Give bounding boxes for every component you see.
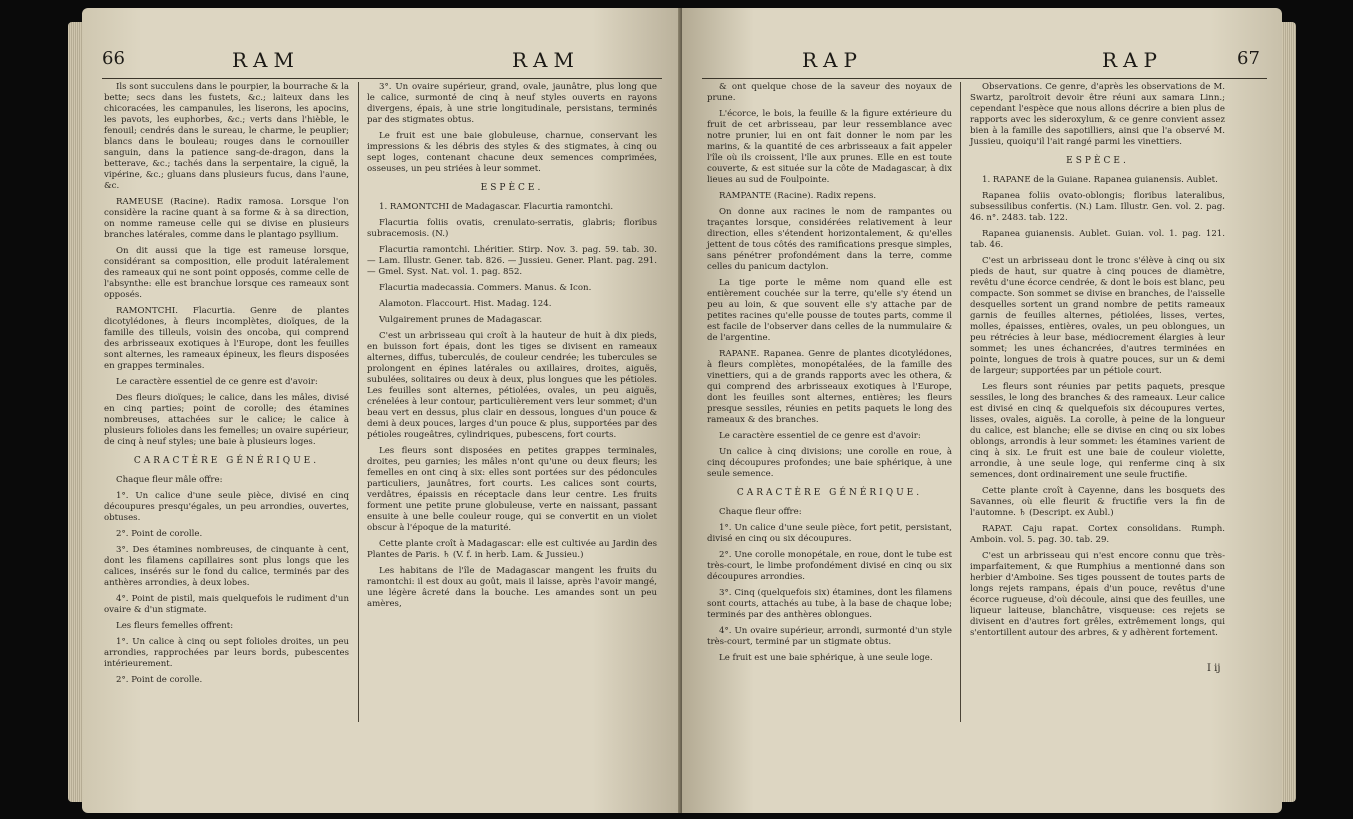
paragraph: RAMPANTE (Racine). Radix repens. bbox=[719, 191, 877, 201]
paragraph: Alamoton. Flaccourt. Hist. Madag. 124. bbox=[379, 299, 552, 309]
paragraph: CARACTÈRE GÉNÉRIQUE. bbox=[736, 488, 923, 498]
paragraph: RAMONTCHI. Flacurtia. Genre de plantes dicotylédones, à fleurs incomplètes, dioïques, de la famille des tilleuls, voisin des oncoba, qui comprend des arbrisseaux exotiques à l'Europe, dont les feuilles sont alternes, les rameaux épineux, les fleurs disposées en grappes terminales. bbox=[104, 306, 349, 371]
paragraph: 2°. Point de corolle. bbox=[116, 675, 203, 685]
paragraph: Chaque fleur offre: bbox=[719, 507, 802, 517]
paragraph: 3°. Des étamines nombreuses, de cinquante à cent, dont les filamens capillaires sont plus longs que les calices, insérés sur le fond du calice, terminés par des anthères arrondies, à deux lobes. bbox=[104, 545, 349, 588]
header-rule bbox=[102, 78, 662, 79]
running-header: RAP bbox=[802, 48, 863, 72]
paragraph: Les habitans de l'île de Madagascar mangent les fruits du ramontchi: il est doux au goût, mais il laisse, après l'avoir mangé, une légère âcreté dans la bouche. Les amandes sont un peu amères, bbox=[367, 566, 657, 609]
paragraph: Vulgairement prunes de Madagascar. bbox=[379, 315, 543, 325]
column-rule bbox=[358, 82, 359, 722]
column-rule bbox=[960, 82, 961, 722]
page-number: 66 bbox=[102, 48, 125, 69]
open-book bbox=[82, 8, 1282, 813]
text-column bbox=[970, 82, 1225, 644]
paragraph: CARACTÈRE GÉNÉRIQUE. bbox=[133, 456, 320, 466]
paragraph: On dit aussi que la tige est rameuse lorsque, considérant sa composition, elle produit latéralement des rameaux qui ne sont point opposés, comme celle de l'absynthe: elle est branchue lorsque ces rameaux sont opposés. bbox=[104, 246, 349, 300]
paragraph: Rapanea guianensis. Aublet. Guian. vol. 1. pag. 121. tab. 46. bbox=[970, 229, 1225, 250]
paragraph: C'est un arbrisseau qui n'est encore connu que très-imparfaitement, & que Rumphius a mentionné dans son herbier d'Amboine. Ses tiges poussent de toutes parts de longs rejets rampans, épais d'un pouce, revêtus d'une écorce rugueuse, d'où découle, ainsi que des feuilles, une liqueur laiteuse, blanchâtre, visqueuse: ces rejets se divisent en d'autres fort grêles, extrêmement longs, qui s'entortillent autour des arbres, & y adhèrent fortement. bbox=[970, 551, 1225, 638]
paragraph: Flacurtia ramontchi. Lhéritier. Stirp. Nov. 3. pag. 59. tab. 30. — Lam. Illustr. Gener. tab. 826. — Jussieu. Gener. Plant. pag. 291. — Gmel. Syst. Nat. vol. 1. pag. 852. bbox=[367, 245, 657, 277]
paragraph: 3°. Cinq (quelquefois six) étamines, dont les filamens sont courts, attachés au tube, à la base de chaque lobe; terminés par des anthères oblongues. bbox=[707, 588, 952, 620]
paragraph: On donne aux racines le nom de rampantes ou traçantes lorsque, considérées relativement à leur direction, elles s'étendent horizontalement, & qu'elles jettent de tous côtés des ramifications presque simples, sans pénétrer profondément dans la terre, comme celles du panicum dactylon. bbox=[707, 207, 952, 272]
paragraph: Les fleurs sont réunies par petits paquets, presque sessiles, le long des branches & des rameaux. Leur calice est divisé en cinq & quelquefois six découpures vertes, lisses, ovales, aiguës. La corolle, à peine de la longueur du calice, est blanche; elle se divise en cinq ou six lobes oblongs, arrondis à leur sommet: les étamines varient de cinq à six. Le fruit est une baie de couleur violette, arrondie, à une seule loge, qui renferme cinq à six semences, dont ordinairement une seule fructifie. bbox=[970, 382, 1225, 480]
paragraph: La tige porte le même nom quand elle est entièrement couchée sur la terre, qu'elle s'y étend un peu au loin, & que souvent elle s'y attache par de petites racines qu'elle pousse de toutes parts, comme il est facile de l'observer dans celles de la nummulaire & de l'argentine. bbox=[707, 278, 952, 343]
left-page bbox=[82, 8, 682, 813]
paragraph: 1°. Un calice d'une seule pièce, divisé en cinq découpures presqu'égales, un peu arrondies, ouvertes, obtuses. bbox=[104, 491, 349, 523]
paragraph: 1°. Un calice d'une seule pièce, fort petit, persistant, divisé en cinq ou six découpures. bbox=[707, 523, 952, 544]
paragraph: Chaque fleur mâle offre: bbox=[116, 475, 223, 485]
running-header: RAM bbox=[232, 48, 300, 72]
right-page-edges bbox=[1282, 22, 1296, 802]
paragraph: ESPÈCE. bbox=[1066, 156, 1129, 166]
paragraph: L'écorce, le bois, la feuille & la figure extérieure du fruit de cet arbrisseau, par leur ressemblance avec notre prunier, lui en ont fait donner le nom par les marins, & la quantité de ces arbrisseaux a fait appeler l'île où ils croissent, l'île aux prunes. Elle en est toute couverte, & est située sur la côte de Madagascar, à dix lieues au sud de Foulpointe. bbox=[707, 109, 952, 185]
paragraph: ESPÈCE. bbox=[480, 183, 544, 193]
paragraph: Les fleurs sont disposées en petites grappes terminales, droites, peu garnies; les mâles n'ont qu'une ou deux fleurs; les femelles en ont cinq à six: elles sont portées sur des pédoncules particuliers, jaunâtres, fort courts. Les calices sont courts, verdâtres, épaissis en réceptacle dans leur centre. Les fruits forment une petite prune globuleuse, verte en naissant, passant ensuite à une belle couleur rouge, qui se convertit en un violet obscur à l'époque de la maturité. bbox=[367, 446, 657, 533]
text-column bbox=[707, 82, 952, 669]
paragraph: Un calice à cinq divisions; une corolle en roue, à cinq découpures profondes; une baie sphérique, à une seule semence. bbox=[707, 447, 952, 479]
paragraph: 3°. Un ovaire supérieur, grand, ovale, jaunâtre, plus long que le calice, surmonté de cinq à neuf styles ouverts en rayons divergens, épais, à une strie longitudinale, persistans, terminés par des stigmates obtus. bbox=[367, 82, 657, 125]
paragraph: C'est un arbrisseau qui croît à la hauteur de huit à dix pieds, en buisson fort épais, dont les tiges se divisent en rameaux alternes, diffus, tuberculés, de couleur cendrée; les tubercules se prolongent en épines latérales ou axillaires, droites, aiguës, subulées, solitaires ou deux à deux, plus longues que les pétioles. Les feuilles sont alternes, pétiolées, ovales, un peu aiguës, crénelées à leur contour, particulièrement vers leur sommet; d'un beau vert en dessus, plus clair en dessous, longues d'un pouce & demi à deux pouces, larges d'un pouce & plus, supportées par des pétioles rougeâtres, cylindriques, pubescens, fort courts. bbox=[367, 331, 657, 440]
paragraph: 2°. Point de corolle. bbox=[116, 529, 203, 539]
text-column bbox=[104, 82, 349, 691]
paragraph: 1. RAPANE de la Guiane. Rapanea guianensis. Aublet. bbox=[982, 175, 1218, 185]
right-page bbox=[682, 8, 1282, 813]
paragraph: Rapanea foliis ovato-oblongis; floribus lateralibus, subsessilibus confertis. (N.) Lam. Illustr. Gen. vol. 2. pag. 46. n°. 2483. tab. 122. bbox=[970, 191, 1225, 223]
paragraph: Le caractère essentiel de ce genre est d'avoir: bbox=[116, 377, 318, 387]
left-page-edges bbox=[68, 22, 82, 802]
paragraph: Les fleurs femelles offrent: bbox=[116, 621, 234, 631]
running-header: RAP bbox=[1102, 48, 1163, 72]
paragraph: 2°. Une corolle monopétale, en roue, dont le tube est très-court, le limbe profondément divisé en cinq ou six découpures arrondies. bbox=[707, 550, 952, 582]
signature-mark: I ij bbox=[1207, 663, 1221, 674]
paragraph: Le fruit est une baie sphérique, à une seule loge. bbox=[719, 653, 933, 663]
paragraph: 4°. Point de pistil, mais quelquefois le rudiment d'un ovaire & d'un stigmate. bbox=[104, 594, 349, 615]
header-rule bbox=[702, 78, 1267, 79]
paragraph: Ils sont succulens dans le pourpier, la bourrache & la bette; secs dans les fustets, &c.; laiteux dans les chicoracées, les campanules, les liserons, les apocins, les pavots, les euphorbes, &c.; verts dans l'hièble, le fenouil; cendrés dans le sureau, le charme, le peuplier; blancs dans le bouleau; rouges dans le cornouiller sanguin, dans la patience sang-de-dragon, dans la betterave, &c.; tachés dans la serpentaire, la ciguë, la vipérine, &c.; gluans dans plusieurs fucus, dans l'aune, &c. bbox=[104, 82, 349, 191]
paragraph: Le caractère essentiel de ce genre est d'avoir: bbox=[719, 431, 921, 441]
paragraph: Cette plante croît à Cayenne, dans les bosquets des Savannes, où elle fleurit & fructifie vers la fin de l'automne. ♄ (Descript. ex Aubl.) bbox=[970, 486, 1225, 518]
paragraph: RAMEUSE (Racine). Radix ramosa. Lorsque l'on considère la racine quant à sa forme & à sa direction, on nomme rameuse celle qui se divise en plusieurs branches latérales, comme dans le plantago psyllium. bbox=[104, 197, 349, 240]
text-column bbox=[367, 82, 657, 615]
paragraph: Des fleurs dioïques; le calice, dans les mâles, divisé en cinq parties; point de corolle; des étamines nombreuses, attachées sur le calice; le calice à plusieurs folioles dans les femelles; un ovaire supérieur, de cinq à neuf styles; une baie à plusieurs loges. bbox=[104, 393, 349, 447]
paragraph: Flacurtia madecassia. Commers. Manus. & Icon. bbox=[379, 283, 592, 293]
paragraph: 1. RAMONTCHI de Madagascar. Flacurtia ramontchi. bbox=[379, 202, 614, 212]
paragraph: Cette plante croît à Madagascar: elle est cultivée au Jardin des Plantes de Paris. ♄ (V. f. in herb. Lam. & Jussieu.) bbox=[367, 539, 657, 560]
paragraph: 4°. Un ovaire supérieur, arrondi, surmonté d'un style très-court, terminé par un stigmate obtus. bbox=[707, 626, 952, 647]
paragraph: Le fruit est une baie globuleuse, charnue, conservant les impressions & les débris des styles & des stigmates, à cinq ou sept loges, contenant chacune deux semences comprimées, osseuses, un peu striées à leur sommet. bbox=[367, 131, 657, 174]
paragraph: C'est un arbrisseau dont le tronc s'élève à cinq ou six pieds de haut, sur quatre à cinq pouces de diamètre, revêtu d'une écorce cendrée, & dont le bois est blanc, peu compacte. Son sommet se divise en branches, de l'aisselle desquelles sortent un grand nombre de petits rameaux garnis de feuilles alternes, pétiolées, lisses, vertes, molles, épaisses, entières, ovales, un peu oblongues, un peu rétrécies à leur base, médiocrement élargies à leur sommet; les unes échancrées, d'autres terminées en pointe, longues de trois à quatre pouces, sur un & demi de largeur; supportées par un pétiole court. bbox=[970, 256, 1225, 376]
running-header: RAM bbox=[512, 48, 580, 72]
paragraph: & ont quelque chose de la saveur des noyaux de prune. bbox=[707, 82, 952, 103]
page-number: 67 bbox=[1237, 48, 1260, 69]
paragraph: Flacurtia foliis ovatis, crenulato-serratis, glabris; floribus subracemosis. (N.) bbox=[367, 218, 657, 239]
paragraph: 1°. Un calice à cinq ou sept folioles droites, un peu arrondies, rapprochées par leurs bords, pubescentes intérieurement. bbox=[104, 637, 349, 669]
paragraph: RAPANE. Rapanea. Genre de plantes dicotylédones, à fleurs complètes, monopétalées, de la famille des vinettiers, qui a de grands rapports avec les othera, & qui comprend des arbrisseaux exotiques à l'Europe, dont les feuilles sont alternes, entières; les fleurs presque sessiles, réunies en petits paquets le long des rameaux & des branches. bbox=[707, 349, 952, 425]
paragraph: RAPAT. Caju rapat. Cortex consolidans. Rumph. Amboin. vol. 5. pag. 30. tab. 29. bbox=[970, 524, 1225, 545]
paragraph: Observations. Ce genre, d'après les observations de M. Swartz, paroîtroit devoir être réuni aux samara Linn.; cependant l'espèce que nous allons décrire a bien plus de rapports avec les sideroxylum, & ce genre convient assez bien à la famille des sapotilliers, ainsi que l'a observé M. Jussieu, quoiqu'il l'ait rangé parmi les vinettiers. bbox=[970, 82, 1225, 147]
